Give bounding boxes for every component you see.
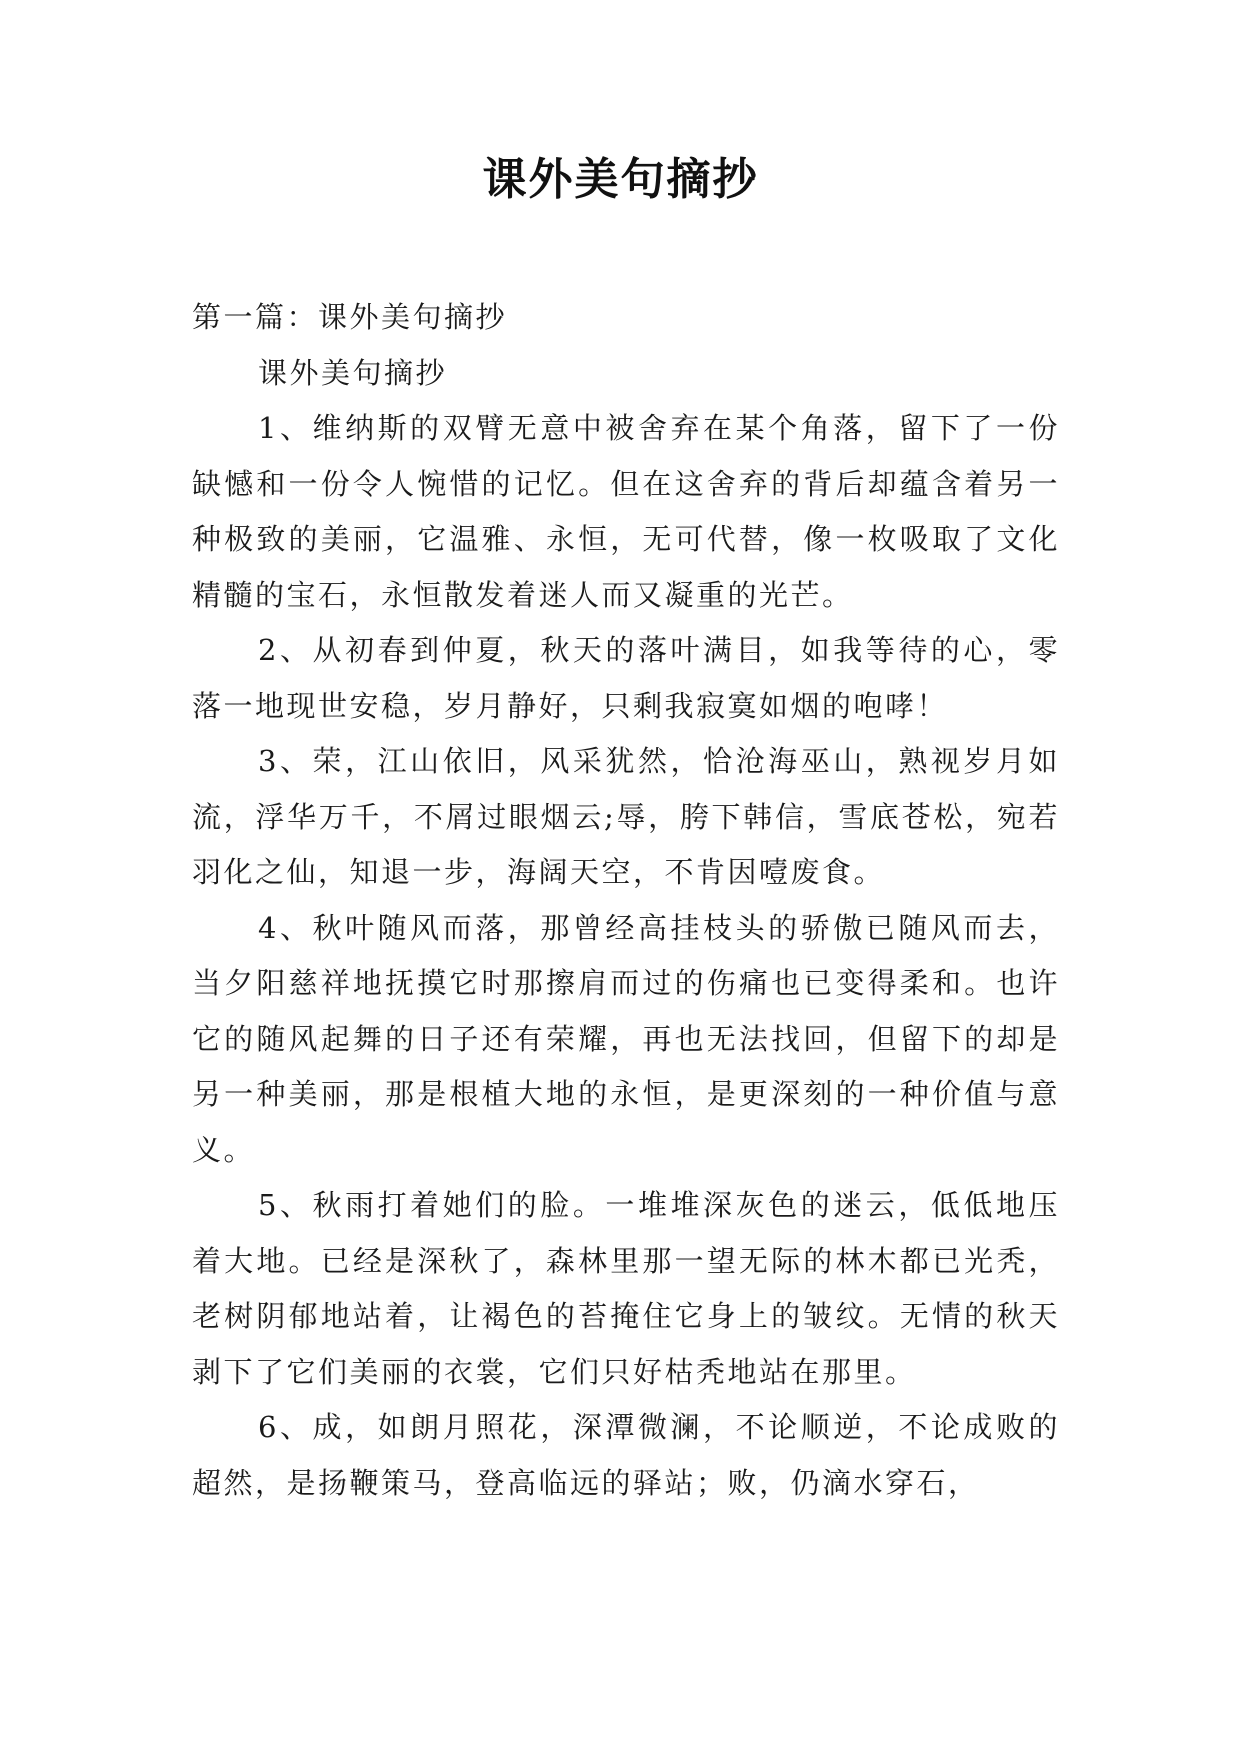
section-heading: 第一篇：课外美句摘抄 bbox=[192, 300, 508, 334]
document-body bbox=[192, 290, 1060, 1511]
document-title: 课外美句摘抄 bbox=[482, 154, 759, 205]
paragraph-5: 5、秋雨打着她们的脸。一堆堆深灰色的迷云，低低地压着大地。已经是深秋了，森林里那一望无际的林木都已光秃，老树阴郁地站着，让褐色的苔掩住它身上的皱纹。无情的秋天剥下了它们美丽的衣裳，它们只好枯秃地站在那里。 bbox=[192, 1188, 1060, 1389]
paragraph-3: 3、荣，江山依旧，风采犹然，恰沧海巫山，熟视岁月如流，浮华万千，不屑过眼烟云;辱，胯下韩信，雪底苍松，宛若羽化之仙，知退一步，海阔天空，不肯因噎废食。 bbox=[192, 744, 1060, 889]
paragraph-1: 1、维纳斯的双臂无意中被舍弃在某个角落，留下了一份缺憾和一份令人惋惜的记忆。但在这舍弃的背后却蕴含着另一种极致的美丽，它温雅、永恒，无可代替，像一枚吸取了文化精髓的宝石，永恒散发着迷人而又凝重的光芒。 bbox=[192, 411, 1060, 612]
paragraph-2: 2、从初春到仲夏，秋天的落叶满目，如我等待的心，零落一地现世安稳，岁月静好，只剩我寂寞如烟的咆哮！ bbox=[192, 633, 1060, 723]
sub-heading: 课外美句摘抄 bbox=[258, 355, 448, 390]
paragraph-4: 4、秋叶随风而落，那曾经高挂枝头的骄傲已随风而去，当夕阳慈祥地抚摸它时那擦肩而过的伤痛也已变得柔和。也许它的随风起舞的日子还有荣耀，再也无法找回，但留下的却是另一种美丽，那是根植大地的永恒，是更深刻的一种价值与意义。 bbox=[192, 910, 1060, 1167]
paragraph-6: 6、成，如朗月照花，深潭微澜，不论顺逆，不论成败的超然，是扬鞭策马，登高临远的驿站；败，仍滴水穿石， bbox=[192, 1410, 1060, 1500]
